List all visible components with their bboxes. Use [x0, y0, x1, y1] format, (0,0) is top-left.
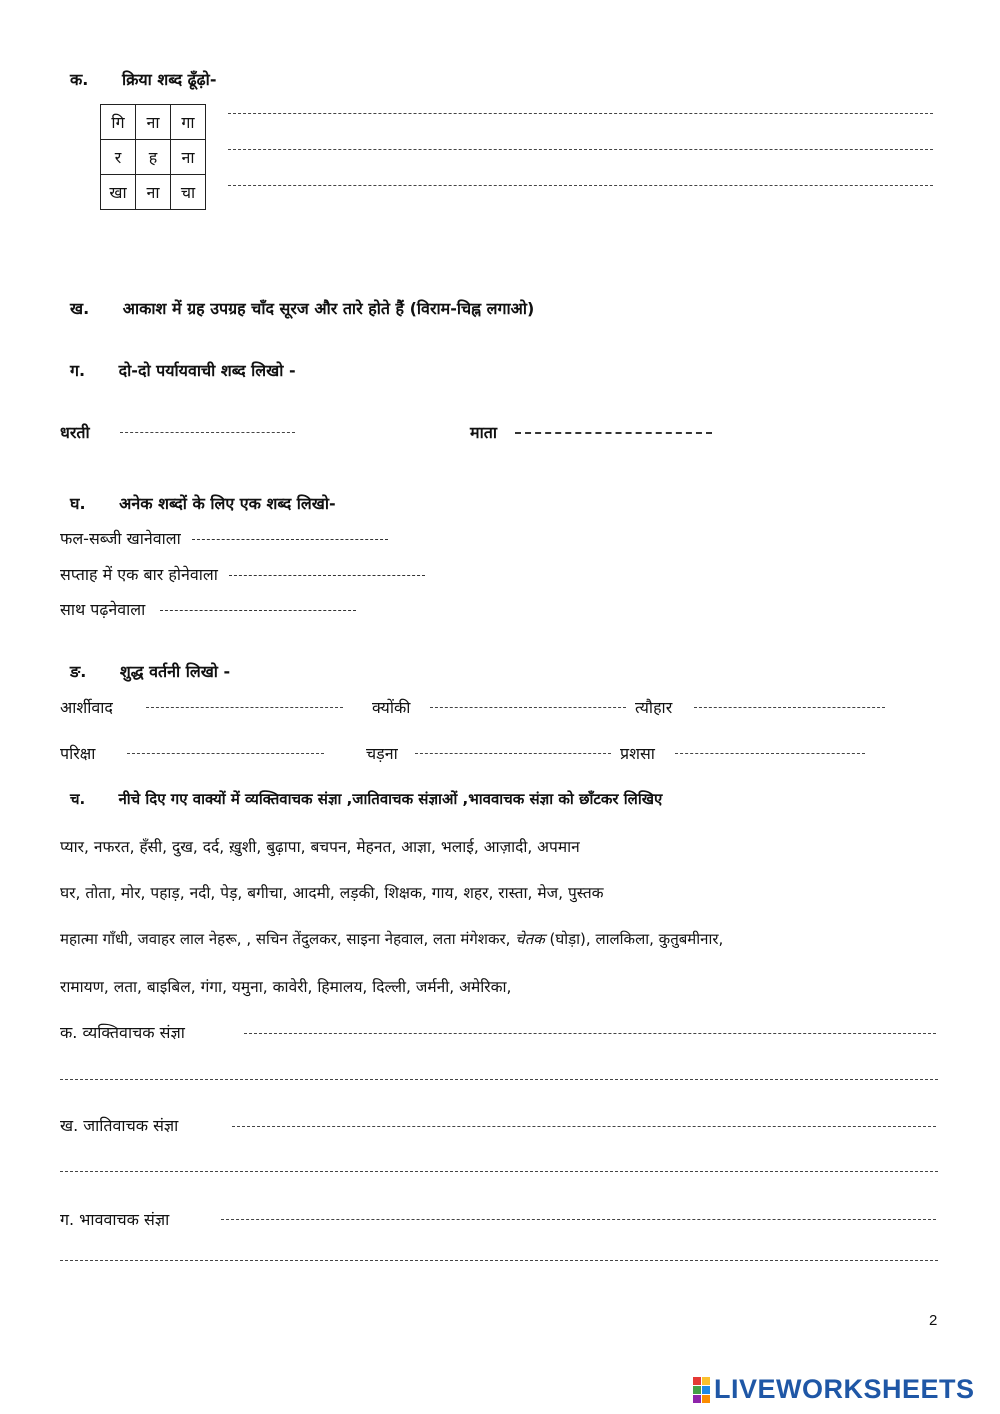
answer-line[interactable]	[127, 753, 324, 754]
question-number: घ.	[70, 494, 86, 513]
question-kha	[70, 297, 534, 319]
question-nga	[70, 660, 230, 682]
answer-line[interactable]	[160, 610, 356, 611]
grid-cell[interactable]: ना	[171, 140, 206, 175]
answer-line[interactable]	[228, 185, 933, 186]
page-number: 2	[929, 1312, 938, 1329]
word-grid	[100, 104, 206, 210]
noun-list-3-part: महात्मा गाँधी, जवाहर लाल नेहरू, , सचिन तेंदुलकर, साइना नेहवाल, लता मंगेशकर,	[60, 930, 516, 948]
phrase-item	[60, 563, 425, 585]
answer-line[interactable]	[221, 1219, 936, 1220]
logo-text: LIVEWORKSHEETS	[714, 1374, 975, 1404]
question-number: ग.	[70, 361, 86, 380]
noun-list-3	[60, 929, 723, 949]
question-number: च.	[70, 790, 86, 808]
question-number: ख.	[70, 299, 90, 318]
question-number: ङ.	[70, 662, 87, 681]
grid-cell[interactable]: गा	[171, 105, 206, 140]
question-text: क्रिया शब्द ढूँढ़ो-	[121, 70, 217, 89]
spelling-word: आर्शीवाद	[60, 698, 113, 717]
phrase-text: साथ पढ़नेवाला	[60, 600, 146, 619]
spelling-word: क्योंकी	[372, 698, 411, 717]
spelling-word: त्यौहार	[635, 698, 673, 717]
synonym-word-2: माता	[470, 423, 497, 442]
grid-cell[interactable]: चा	[171, 175, 206, 210]
phrase-item	[60, 598, 356, 620]
answer-label-common-noun: ख. जातिवाचक संज्ञा	[60, 1116, 179, 1135]
spelling-word: प्रशसा	[620, 744, 655, 763]
noun-list-3-italic: चेतक	[515, 930, 545, 948]
logo-square	[693, 1386, 701, 1394]
answer-line[interactable]	[192, 539, 388, 540]
question-text: आकाश में ग्रह उपग्रह चाँद सूरज और तारे होते हैं (विराम-चिह्न लगाओ)	[122, 299, 535, 318]
question-ga	[70, 359, 296, 381]
answer-line[interactable]	[229, 575, 425, 576]
answer-line[interactable]	[60, 1171, 938, 1172]
synonym-word-1: धरती	[60, 423, 90, 442]
question-ka	[70, 68, 216, 90]
answer-label-abstract-noun: ग. भाववाचक संज्ञा	[60, 1210, 170, 1229]
logo-square	[702, 1377, 710, 1385]
answer-line[interactable]	[228, 149, 933, 150]
grid-cell[interactable]: र	[101, 140, 136, 175]
answer-line[interactable]	[415, 753, 611, 754]
grid-cell[interactable]: गि	[101, 105, 136, 140]
answer-line[interactable]	[515, 432, 712, 434]
phrase-text: सप्ताह में एक बार होनेवाला	[60, 565, 218, 584]
answer-line[interactable]	[60, 1260, 938, 1261]
answer-line[interactable]	[232, 1126, 936, 1127]
noun-list-1: प्यार, नफरत, हँसी, दुख, दर्द, ख़ुशी, बुढ़ापा, बचपन, मेहनत, आज्ञा, भलाई, आज़ादी, अपमान	[60, 838, 580, 856]
question-number: क.	[70, 70, 89, 89]
answer-line[interactable]	[694, 707, 885, 708]
grid-cell[interactable]: ना	[136, 105, 171, 140]
question-text: नीचे दिए गए वाक्यों में व्यक्तिवाचक संज्ञा ,जातिवाचक संज्ञाओं ,भाववाचक संज्ञा को छाँटकर लिखिए	[118, 790, 663, 808]
noun-list-3-part: (घोड़ा), लालकिला, कुतुबमीनार,	[544, 930, 724, 948]
question-text: अनेक शब्दों के लिए एक शब्द लिखो-	[119, 494, 336, 513]
answer-line[interactable]	[244, 1033, 936, 1034]
grid-cell[interactable]: ह	[136, 140, 171, 175]
answer-line[interactable]	[120, 432, 295, 433]
question-text: दो-दो पर्यायवाची शब्द लिखो -	[118, 361, 296, 380]
answer-line[interactable]	[60, 1079, 938, 1080]
phrase-item	[60, 527, 388, 549]
question-gha	[70, 492, 336, 514]
answer-line[interactable]	[228, 113, 933, 114]
logo-icon	[693, 1377, 710, 1403]
spelling-word: परिक्षा	[60, 744, 96, 763]
question-text: शुद्ध वर्तनी लिखो -	[119, 662, 231, 681]
spelling-word: चड़ना	[366, 744, 398, 763]
answer-line[interactable]	[675, 753, 865, 754]
grid-cell[interactable]: ना	[136, 175, 171, 210]
logo-square	[693, 1377, 701, 1385]
noun-list-4: रामायण, लता, बाइबिल, गंगा, यमुना, कावेरी, हिमालय, दिल्ली, जर्मनी, अमेरिका,	[60, 978, 512, 996]
logo-square	[702, 1395, 710, 1403]
logo-square	[693, 1395, 701, 1403]
liveworksheets-logo[interactable]	[693, 1374, 975, 1405]
noun-list-2: घर, तोता, मोर, पहाड़, नदी, पेड़, बगीचा, आदमी, लड़की, शिक्षक, गाय, शहर, रास्ता, मेज, पुस्तक	[60, 884, 604, 902]
question-cha	[70, 789, 662, 809]
logo-square	[702, 1386, 710, 1394]
grid-cell[interactable]: खा	[101, 175, 136, 210]
phrase-text: फल-सब्जी खानेवाला	[60, 529, 181, 548]
answer-label-proper-noun: क. व्यक्तिवाचक संज्ञा	[60, 1023, 185, 1042]
answer-line[interactable]	[146, 707, 343, 708]
answer-line[interactable]	[430, 707, 626, 708]
